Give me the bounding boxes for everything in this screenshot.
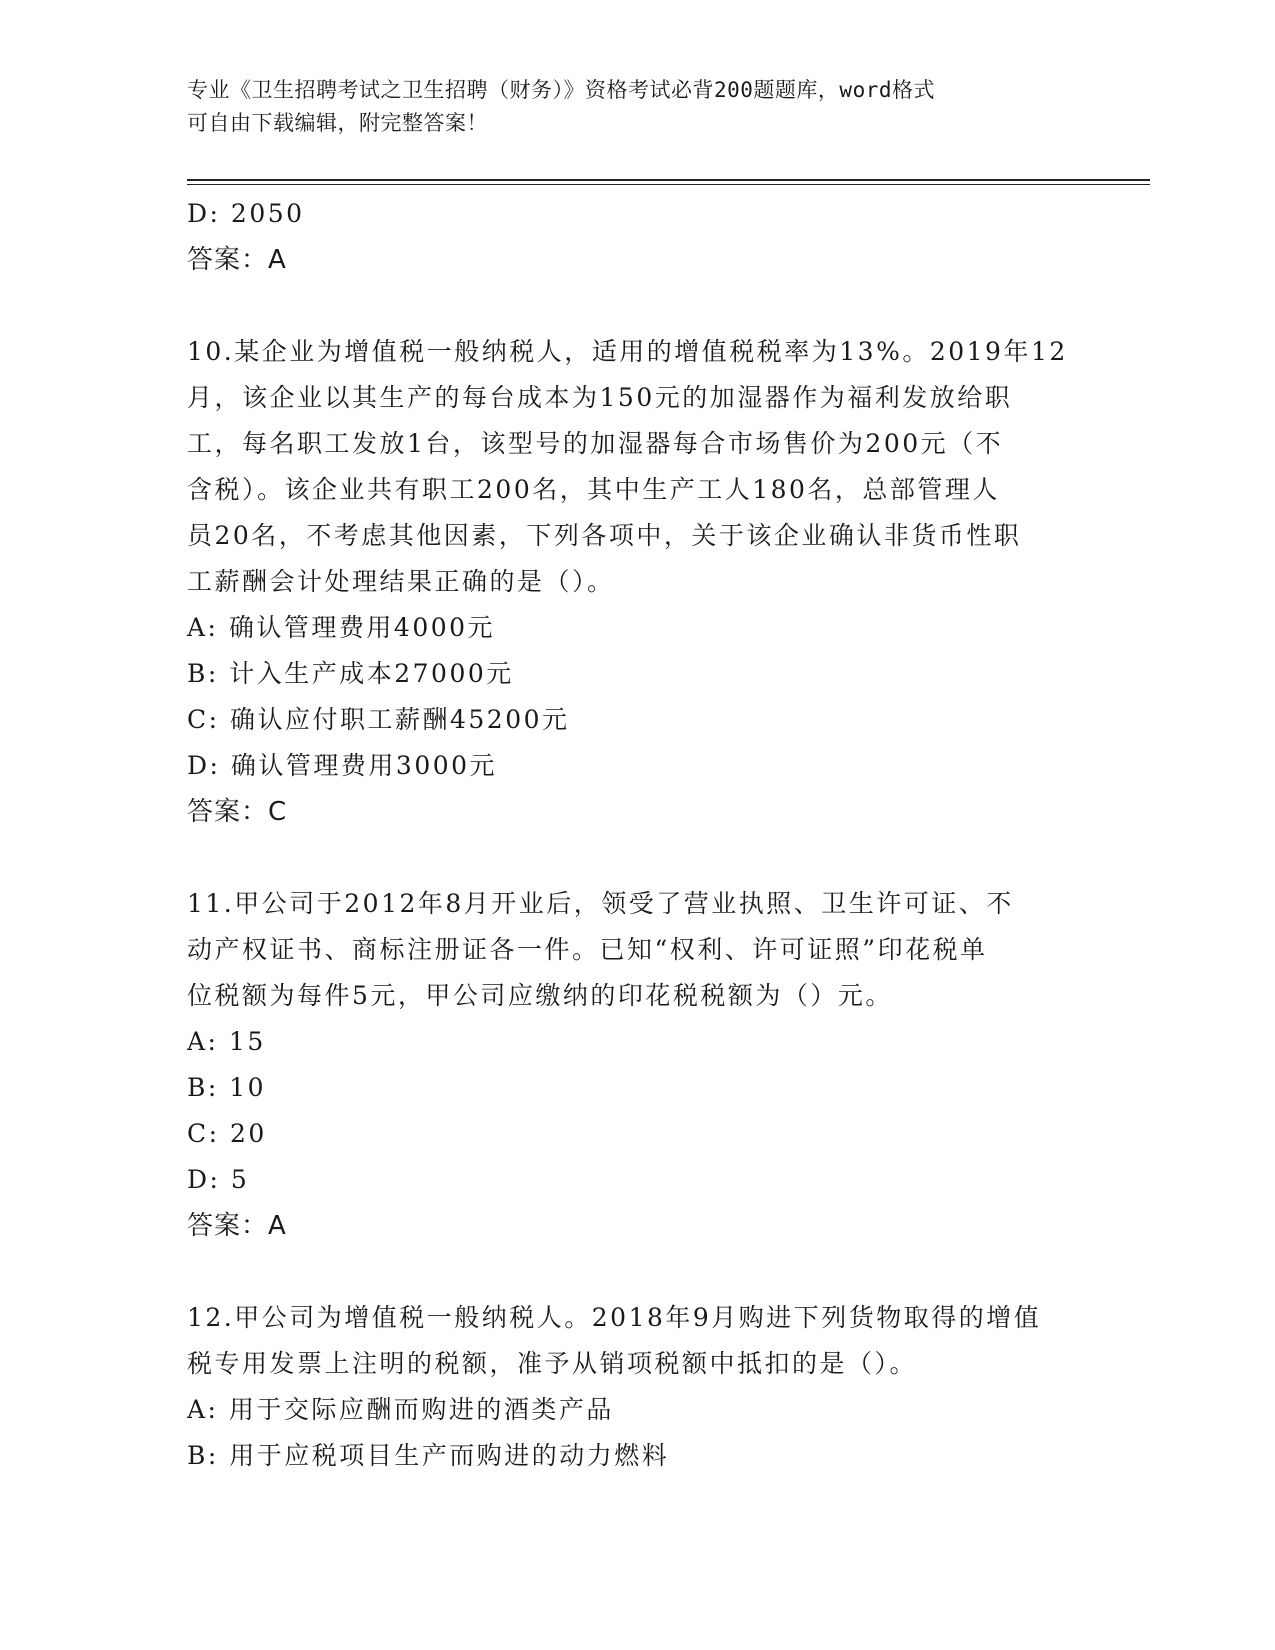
question-10-line: 工，每名职工发放1台，该型号的加湿器每合市场售价为200元（不 [187,429,1004,458]
question-12 [187,1295,1087,1479]
answer-line: 答案：A [187,1211,287,1241]
spacer [187,1249,1087,1295]
option-d: D: 5 [187,1165,250,1194]
header-divider-thick [187,179,1150,181]
document-header [187,74,1067,140]
question-10-line: 员20名，不考虑其他因素，下列各项中，关于该企业确认非货币性职 [187,521,1022,550]
header-divider-thin [187,184,1150,185]
question-12-line: 税专用发票上注明的税额，准予从销项税额中抵扣的是（）。 [187,1349,918,1378]
answer-line: 答案：C [187,797,288,827]
question-10-line: 含税）。该企业共有职工200名，其中生产工人180名，总部管理人 [187,475,1000,504]
header-line-1: 专业《卫生招聘考试之卫生招聘（财务）》资格考试必背200题题库，word格式 [187,78,935,102]
option-b: B: 10 [187,1073,267,1102]
answer-line: 答案：A [187,245,287,275]
option-c: C: 确认应付职工薪酬45200元 [187,705,570,734]
question-10-line: 工薪酬会计处理结果正确的是（）。 [187,567,615,596]
question-11-line: 位税额为每件5元，甲公司应缴纳的印花税税额为（）元。 [187,981,893,1010]
question-11 [187,881,1087,1249]
option-d: D: 确认管理费用3000元 [187,751,498,780]
option-d: D: 2050 [187,199,305,228]
question-10 [187,329,1087,835]
question-12-line: 12.甲公司为增值税一般纳税人。2018年9月购进下列货物取得的增值 [187,1303,1042,1332]
question-10-line: 月，该企业以其生产的每台成本为150元的加湿器作为福利发放给职 [187,383,1013,412]
spacer [187,835,1087,881]
option-a: A: 15 [187,1027,266,1056]
spacer [187,283,1087,329]
question-10-line: 10.某企业为增值税一般纳税人，适用的增值税税率为13%。2019年12 [187,337,1068,366]
option-b: B: 计入生产成本27000元 [187,659,514,688]
header-line-2: 可自由下载编辑，附完整答案！ [187,111,488,135]
option-b: B: 用于应税项目生产而购进的动力燃料 [187,1441,670,1470]
document-body [187,191,1087,1479]
option-a: A: 确认管理费用4000元 [187,613,496,642]
option-a: A: 用于交际应酬而购进的酒类产品 [187,1395,614,1424]
question-11-line: 动产权证书、商标注册证各一件。已知“权利、许可证照”印花税单 [187,935,988,964]
option-c: C: 20 [187,1119,267,1148]
question-11-line: 11.甲公司于2012年8月开业后，领受了营业执照、卫生许可证、不 [187,889,1014,918]
